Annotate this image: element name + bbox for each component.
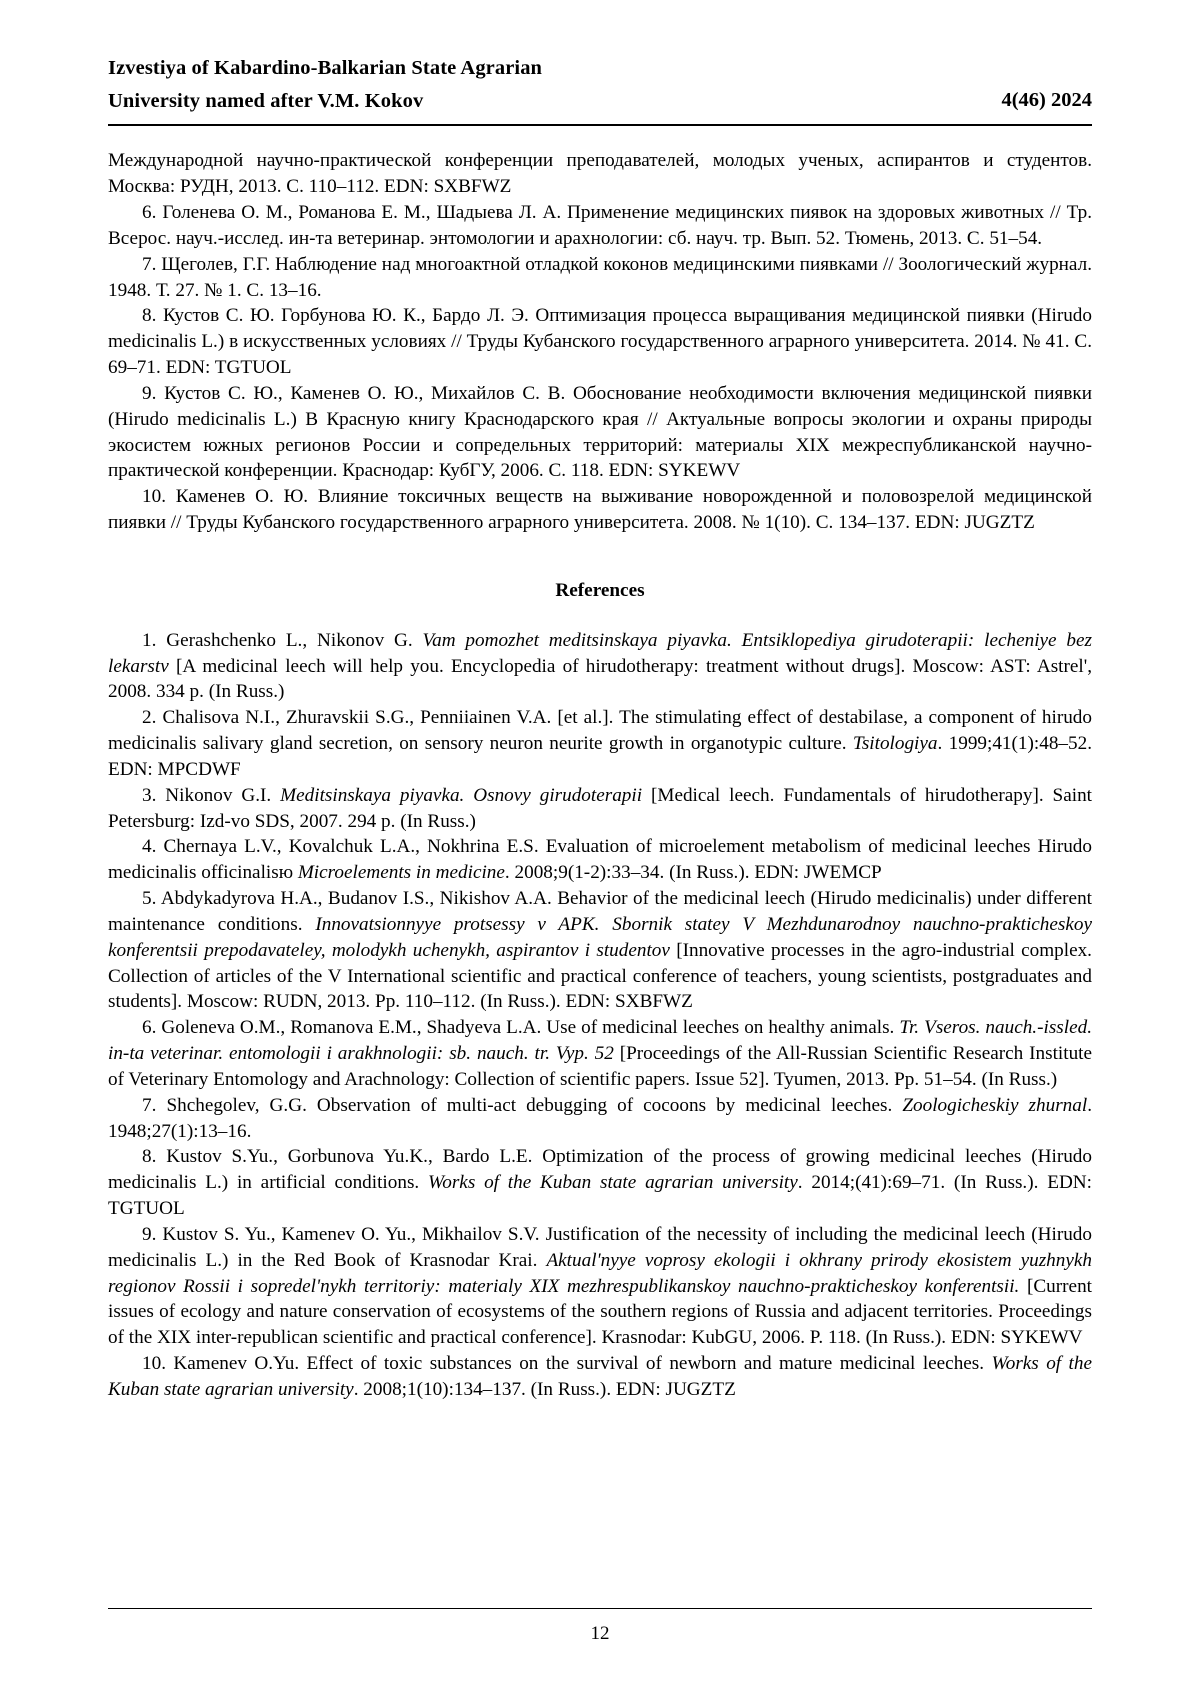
reference-source-title: Tsitologiya bbox=[852, 733, 938, 755]
reference-text: [Medical leech. Fundamentals of hirudotherapy]. Saint Petersburg: Izd-vo SDS, 2007. 294 p. (In Russ.) bbox=[108, 784, 1092, 832]
journal-title-line-2: University named after V.M. Kokov bbox=[108, 90, 424, 113]
reference-item bbox=[108, 1093, 1092, 1145]
reference-text: . 2008;1(10):134–137. (In Russ.). EDN: JUGZTZ bbox=[353, 1378, 736, 1400]
russian-reference-item: 9. Кустов С. Ю., Каменев О. Ю., Михайлов С. В. Обоснование необходимости включения медицинской пиявки (Hirudo medicinalis L.) В Красную книгу Краснодарского края // Актуальные вопросы экологии и охраны природы экосистем южных регионов России и сопредельных территорий: материалы XIX межреспубликанской научно-практической конференции. Краснодар: КубГУ, 2006. С. 118. EDN: SYKEWV bbox=[108, 382, 1092, 482]
reference-number: 3. bbox=[142, 784, 157, 806]
reference-text: Kustov S.Yu., Gorbunova Yu.K., Bardo L.E. Optimization of the process of growing medicinal leeches (Hirudo medicinalis L.) in artificial conditions. bbox=[108, 1146, 1092, 1194]
reference-text: Abdykadyrova H.A., Budanov I.S., Nikishov A.A. Behavior of the medicinal leech (Hirudo medicinalis) under different maintenance conditions. bbox=[108, 888, 1092, 935]
reference-item bbox=[108, 1144, 1092, 1221]
reference-number: 7. bbox=[142, 1094, 157, 1116]
russian-reference-item: 10. Каменев О. Ю. Влияние токсичных веществ на выживание новорожденной и половозрелой медицинской пиявки // Труды Кубанского государственного аграрного университета. 2008. № 1(10). С. 134–137. EDN: JUGZTZ bbox=[108, 486, 1092, 533]
reference-text: Chalisova N.I., Zhuravskii S.G., Penniiainen V.A. [et al.]. The stimulating effect of destabilase, a component of hirudo medicinalis salivary gland secretion, on sensory neuron neurite growth in organotypic culture. bbox=[108, 707, 1092, 755]
page-header bbox=[108, 52, 1092, 126]
russian-reference-item: 7. Щеголев, Г.Г. Наблюдение над многоактной отладкой коконов медицинскими пиявками // Зоологический журнал. 1948. Т. 27. № 1. С. 13–16. bbox=[108, 253, 1092, 301]
reference-text: Kustov S. Yu., Kamenev O. Yu., Mikhailov S.V. Justification of the necessity of including the medicinal leech (Hirudo medicinalis L.) in the Red Book of Krasnodar Krai. bbox=[108, 1223, 1092, 1271]
russian-reference-continuation: Международной научно-практической конференции преподавателей, молодых ученых, аспирантов и студентов. Москва: РУДН, 2013. С. 110–112. EDN: SXBFWZ bbox=[108, 150, 1092, 198]
reference-text: . 2008;9(1-2):33–34. (In Russ.). EDN: JWEMCP bbox=[504, 862, 882, 884]
reference-text: Goleneva O.M., Romanova E.M., Shadyeva L.A. Use of medicinal leeches on healthy animals. bbox=[156, 1017, 900, 1039]
reference-number: 2. bbox=[142, 707, 157, 729]
reference-number: 9. bbox=[142, 1223, 157, 1245]
reference-source-title: Meditsinskaya piyavka. Osnovy girudoterapii bbox=[280, 784, 643, 806]
page-footer bbox=[108, 1608, 1092, 1645]
reference-item bbox=[108, 628, 1092, 705]
reference-item bbox=[108, 783, 1092, 835]
reference-text: Kamenev O.Yu. Effect of toxic substances on the survival of newborn and mature medicinal leeches. bbox=[165, 1353, 992, 1375]
journal-title bbox=[108, 52, 542, 118]
reference-source-title: Tr. Vseros. nauch.-issled. in-ta veterinar. entomologii i arakhnologii: sb. nauch. tr. Vyp. 52 bbox=[108, 1017, 1093, 1065]
journal-issue: 4(46) 2024 bbox=[1001, 89, 1092, 112]
reference-text: Shchegolev, G.G. Observation of multi-act debugging of cocoons by medicinal leeches. bbox=[156, 1094, 903, 1116]
reference-text: Gerashchenko L., Nikonov G. bbox=[156, 629, 423, 651]
references-heading: References bbox=[555, 579, 645, 601]
page-number: 12 bbox=[590, 1623, 610, 1644]
reference-item bbox=[108, 705, 1092, 782]
journal-title-line-1: Izvestiya of Kabardino-Balkarian State Agrarian bbox=[108, 57, 543, 79]
reference-number: 5. bbox=[142, 888, 157, 910]
reference-number: 8. bbox=[142, 1146, 157, 1168]
reference-source-title: Vam pomozhet meditsinskaya piyavka. Entsiklopediya girudoterapii: lecheniye bez lekarstv bbox=[108, 629, 1092, 677]
russian-reference-item: 6. Голенева О. М., Романова Е. М., Шадыева Л. А. Применение медицинских пиявок на здоровых животных // Тр. Всерос. науч.-исслед. ин-та ветеринар. энтомологии и арахнологии: сб. науч. тр. Вып. 52. Тюмень, 2013. С. 51–54. bbox=[108, 202, 1092, 249]
reference-number: 10. bbox=[142, 1353, 166, 1375]
reference-source-title: Works of the Kuban state agrarian university bbox=[108, 1353, 1092, 1400]
reference-text: [Current issues of ecology and nature conservation of ecosystems of the southern regions of Russia and adjacent territories. Proceedings of the XIX inter-republican scientific and practical conference]. Krasnodar: KubGU, 2006. P. 118. (In Russ.). EDN: SYKEWV bbox=[108, 1275, 1092, 1349]
references-list bbox=[108, 628, 1092, 1403]
reference-item bbox=[108, 1222, 1092, 1351]
reference-item bbox=[108, 1351, 1092, 1403]
reference-source-title: Aktual'nyye voprosy ekologii i okhrany prirody ekosistem yuzhnykh regionov Rossii i sopredel'nykh territoriy: materialy XIX mezhrespublikanskoy nauchno-prakticheskoy konferentsii. bbox=[108, 1249, 1092, 1297]
reference-text: [Innovative processes in the agro-industrial complex. Collection of articles of the V International scientific and practical conference of teachers, young scientists, postgraduates and students]. Moscow: RUDN, 2013. Pp. 110–112. (In Russ.). EDN: SXBFWZ bbox=[108, 939, 1092, 1013]
reference-source-title: Works of the Kuban state agrarian university bbox=[428, 1172, 798, 1194]
reference-text: . 1948;27(1):13–16. bbox=[108, 1094, 1092, 1142]
reference-text: Chernaya L.V., Kovalchuk L.A., Nokhrina E.S. Evaluation of microelement metabolism of medicinal leeches Hirudo medicinalis officinalisю bbox=[108, 836, 1092, 884]
reference-text: [Proceedings of the All-Russian Scientific Research Institute of Veterinary Entomology and Arachnology: Collection of scientific papers. Issue 52]. Tyumen, 2013. Pp. 51–54. (In Russ.) bbox=[108, 1043, 1093, 1090]
reference-item bbox=[108, 1015, 1092, 1092]
reference-source-title: Microelements in medicine bbox=[297, 862, 505, 884]
reference-source-title: Zoologicheskiy zhurnal bbox=[902, 1094, 1088, 1116]
reference-number: 1. bbox=[142, 629, 157, 651]
reference-text: Nikonov G.I. bbox=[156, 784, 281, 806]
reference-text: . 1999;41(1):48–52. EDN: MPCDWF bbox=[108, 733, 1092, 780]
reference-number: 6. bbox=[142, 1017, 157, 1039]
reference-number: 4. bbox=[142, 836, 157, 858]
reference-text: . 2014;(41):69–71. (In Russ.). EDN: TGTUOL bbox=[108, 1172, 1092, 1220]
russian-reference-item: 8. Кустов С. Ю. Горбунова Ю. К., Бардо Л. Э. Оптимизация процесса выращивания медицинской пиявки (Hirudo medicinalis L.) в искусственных условиях // Труды Кубанского государственного аграрного университета. 2014. № 41. С. 69–71. EDN: TGTUOL bbox=[108, 305, 1092, 379]
reference-item bbox=[108, 834, 1092, 886]
reference-source-title: Innovatsionnyye protsessy v APK. Sbornik statey V Mezhdunarodnoy nauchno-prakticheskoy konferentsii prepodavateley, molodykh uchenykh, aspirantov i studentov bbox=[108, 913, 1092, 961]
russian-references-block bbox=[108, 148, 1092, 535]
reference-item bbox=[108, 886, 1092, 1015]
reference-text: [A medicinal leech will help you. Encyclopedia of hirudotherapy: treatment without drugs]. Moscow: AST: Astrel', 2008. 334 p. (In Russ.) bbox=[108, 655, 1092, 703]
